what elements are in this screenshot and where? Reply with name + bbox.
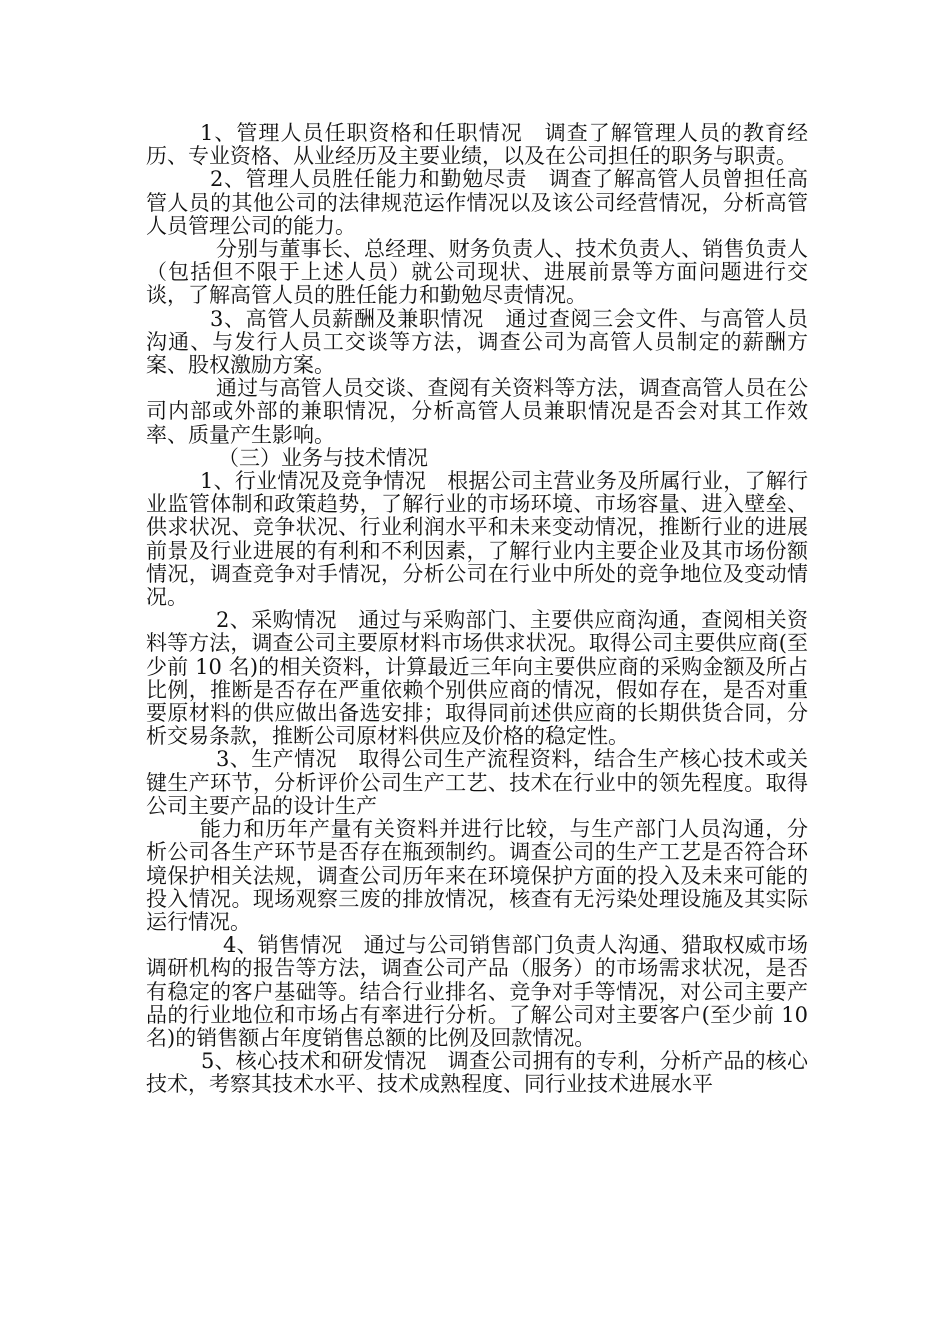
section-heading-business-technology: （三）业务与技术情况 (218, 445, 428, 470)
paragraph-industry-competition: 1、行业情况及竞争情况 根据公司主营业务及所属行业，了解行业监管体制和政策趋势，了解行业的市场环境、市场容量、进入壁垒、供求状况、竞争状况、行业利润水平和未来变动情况，推断行业的进展前景及行业进展的有利和不利因素，了解行业内主要企业及其市场份额情况，调查竞争对手情况，分析公司在行业中所处的竞争地位及变动情况。 (146, 469, 808, 610)
paragraph-production: 3、生产情况 取得公司生产流程资料，结合生产核心技术或关键生产环节，分析评价公司生产工艺、技术在行业中的领先程度。取得公司主要产品的设计生产 (146, 747, 808, 818)
paragraph-management-qualification: 1、管理人员任职资格和任职情况 调查了解管理人员的教育经历、专业资格、从业经历及主要业绩，以及在公司担任的职务与职责。 (146, 121, 808, 169)
paragraph-core-technology: 5、核心技术和研发情况 调查公司拥有的专利，分析产品的核心技术，考察其技术水平、技术成熟程度、同行业技术进展水平 (146, 1049, 808, 1097)
paragraph-procurement: 2、采购情况 通过与采购部门、主要供应商沟通，查阅相关资料等方法，调查公司主要原材料市场供求状况。取得公司主要供应商(至少前 10 名)的相关资料，计算最近三年向主要供应商的采购金额及所占比例，推断是否存在严重依赖个别供应商的情况，假如存在，是否对重要原材料的供应做出备选安排；取得同前述供应商的长期供货合同，分析交易条款，推断公司原材料供应及价格的稳定性。 (146, 608, 808, 749)
document-page (146, 122, 808, 1097)
paragraph-executive-interviews: 分别与董事长、总经理、财务负责人、技术负责人、销售负责人（包括但不限于上述人员）就公司现状、进展前景等方面问题进行交谈，了解高管人员的胜任能力和勤勉尽责情况。 (146, 237, 808, 308)
paragraph-management-competence: 2、管理人员胜任能力和勤勉尽责 调查了解高管人员曾担任高管人员的其他公司的法律规范运作情况以及该公司经营情况，分析高管人员管理公司的能力。 (146, 167, 808, 238)
paragraph-sales: 4、销售情况 通过与公司销售部门负责人沟通、猎取权威市场调研机构的报告等方法，调查公司产品（服务）的市场需求状况，是否有稳定的客户基础等。结合行业排名、竞争对手等情况，对公司主要产品的行业地位和市场占有率进行分析。了解公司对主要客户(至少前 10 名)的销售额占年度销售总额的比例及回款情况。 (146, 933, 808, 1050)
paragraph-executive-compensation: 3、高管人员薪酬及兼职情况 通过查阅三会文件、与高管人员沟通、与发行人员工交谈等方法，调查公司为高管人员制定的薪酬方案、股权激励方案。 (146, 306, 808, 378)
paragraph-executive-part-time: 通过与高管人员交谈、查阅有关资料等方法，调查高管人员在公司内部或外部的兼职情况，分析高管人员兼职情况是否会对其工作效率、质量产生影响。 (146, 376, 808, 447)
paragraph-production-continued: 能力和历年产量有关资料并进行比较，与生产部门人员沟通，分析公司各生产环节是否存在瓶颈制约。调查公司的生产工艺是否符合环境保护相关法规，调查公司历年来在环境保护方面的投入及未来可能的投入情况。现场观察三废的排放情况，核查有无污染处理设施及其实际运行情况。 (146, 817, 808, 934)
